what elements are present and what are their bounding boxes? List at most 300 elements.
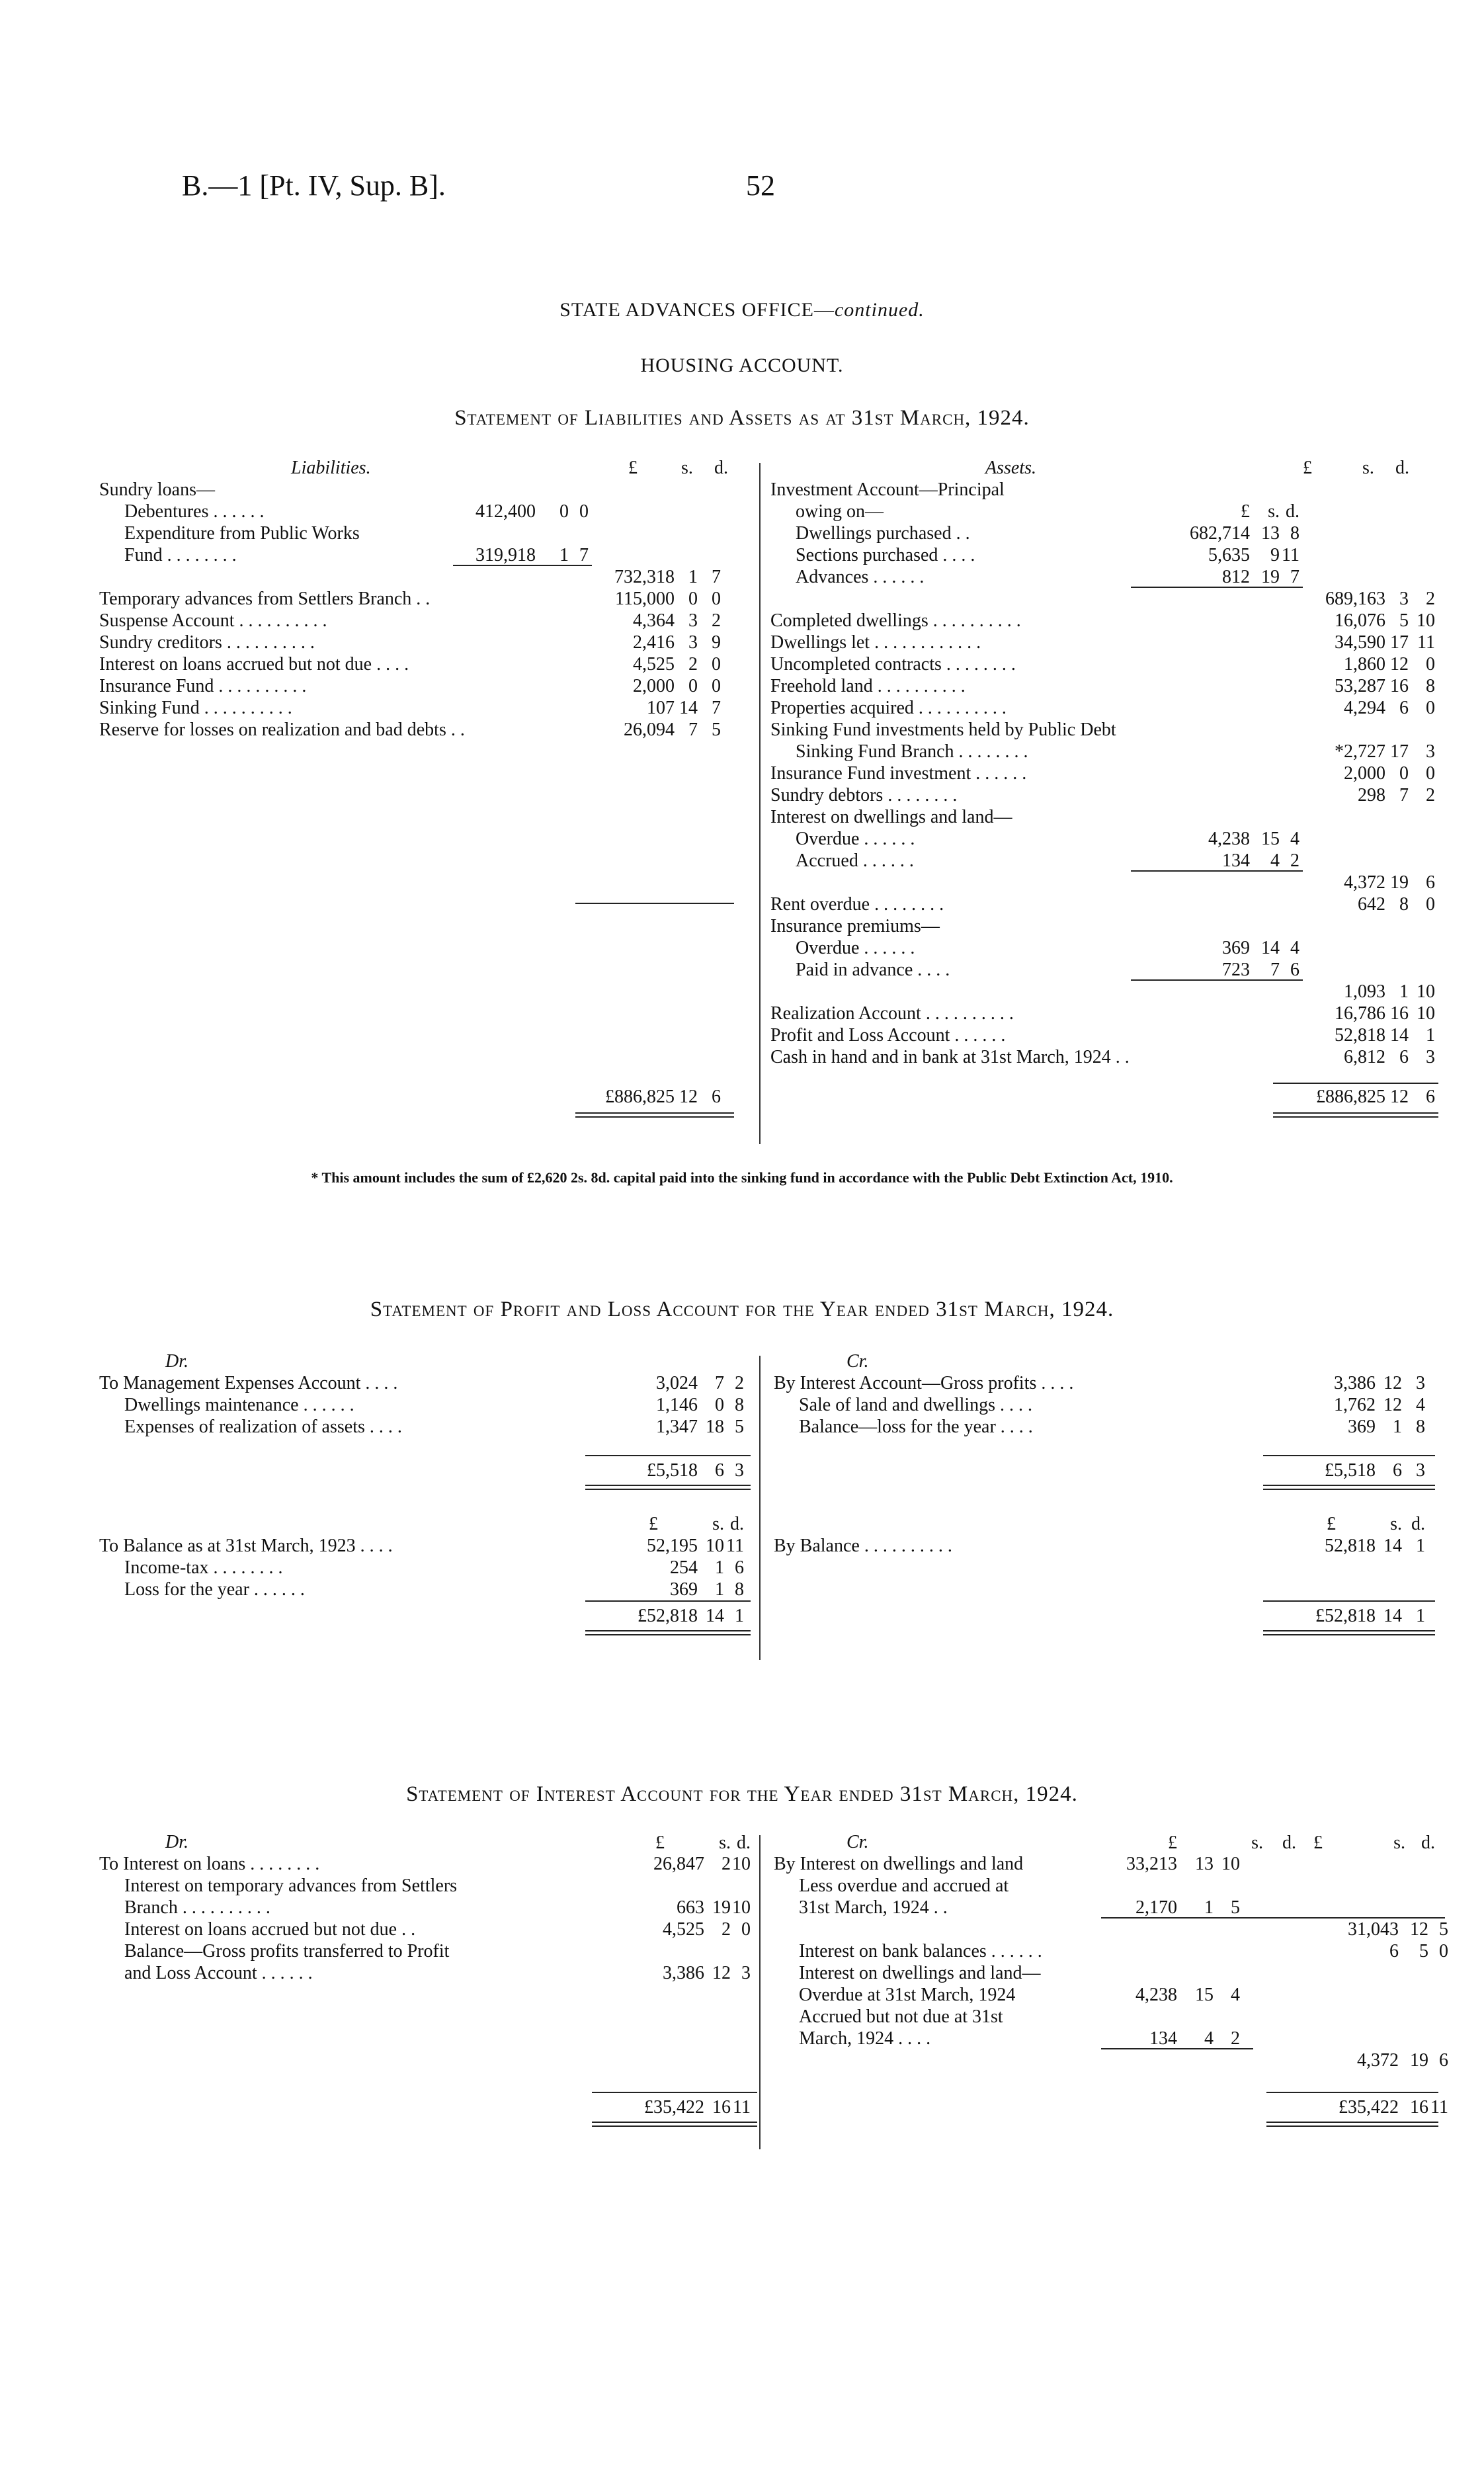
pounds: 254	[670, 1557, 698, 1578]
col-inner-pound: £	[1168, 1833, 1177, 1853]
ledger-row	[99, 1394, 754, 1416]
row-label: owing on—	[796, 501, 884, 522]
inner-pounds: 723	[1222, 960, 1250, 980]
ledger-row	[770, 784, 1438, 806]
int-dr-label: Dr.	[165, 1832, 189, 1852]
pounds: 2,416	[633, 632, 675, 653]
row-label: Temporary advances from Settlers Branch . .	[99, 589, 431, 609]
shillings: 14	[1390, 1025, 1409, 1046]
inner-pence: 10	[1221, 1854, 1240, 1874]
ledger-row	[774, 1962, 1442, 1984]
total-shillings: 16	[1410, 2097, 1428, 2118]
col-s: s.	[1393, 1833, 1405, 1853]
ledger-row	[99, 501, 754, 522]
row-label: By Interest Account—Gross profits . . . .	[774, 1373, 1074, 1393]
ledger-row	[774, 1535, 1428, 1557]
pounds: 115,000	[615, 589, 675, 609]
ledger-row	[770, 893, 1438, 915]
row-label: Investment Account—Principal	[770, 479, 1005, 500]
pounds: 1,093	[1344, 981, 1385, 1002]
row-label: Reserve for losses on realization and bad debts . .	[99, 720, 465, 740]
total-row	[99, 1086, 754, 1108]
pounds: 31,043	[1348, 1919, 1399, 1940]
ledger-row	[770, 872, 1438, 893]
ledger-row	[774, 2049, 1448, 2071]
interest-divider	[759, 1835, 761, 2149]
inner-shillings: 19	[1261, 567, 1280, 587]
page-number: 52	[746, 169, 775, 202]
ledger-row	[99, 1557, 754, 1579]
pl-col-headers	[99, 1513, 754, 1535]
pence: 0	[1426, 654, 1435, 675]
ledger-row	[774, 1897, 1442, 1919]
row-label: Branch . . . . . . . . . .	[124, 1897, 270, 1918]
inner-shillings: 15	[1195, 1985, 1214, 2005]
ledger-row	[770, 653, 1438, 675]
ledger-row	[770, 479, 1438, 501]
shillings: 7	[688, 720, 698, 740]
balance-footnote: * This amount includes the sum of £2,620 2s. 8d. capital paid into the sinking fund in accordance with the Public Debt Extinction Act, 1910.	[311, 1169, 1173, 1186]
pence: 2	[1426, 785, 1435, 805]
liab-col-pound: £	[628, 458, 638, 478]
ledger-row	[99, 1875, 754, 1897]
ledger-row	[99, 632, 754, 653]
ledger-row	[99, 1853, 754, 1875]
inner-shillings: 15	[1261, 829, 1280, 849]
total-row	[774, 2096, 1448, 2118]
total-row	[770, 1086, 1438, 1108]
pounds: 732,318	[614, 567, 675, 587]
inner-pence: 7	[579, 545, 589, 565]
inner-shillings: 4	[1270, 850, 1280, 871]
pence: 9	[712, 632, 721, 653]
pounds: 369	[1348, 1417, 1376, 1437]
pence: 8	[1416, 1417, 1425, 1437]
col-pound: £	[1327, 1514, 1336, 1534]
ledger-row	[770, 763, 1438, 784]
col-pound: £	[1313, 1833, 1323, 1853]
inner-pence: 2	[1290, 850, 1299, 871]
ledger-row	[770, 697, 1438, 719]
shillings: 1	[715, 1579, 724, 1600]
shillings: 7	[715, 1373, 724, 1393]
pounds: 1,146	[656, 1395, 698, 1415]
ledger-row	[99, 588, 754, 610]
pl-cb-drule	[1263, 1630, 1435, 1635]
ledger-row	[99, 566, 754, 588]
liab-total-rule-top	[575, 903, 734, 904]
pounds: 4,525	[663, 1919, 704, 1940]
pence: 11	[726, 1536, 744, 1556]
pence: 0	[1426, 698, 1435, 718]
total-pounds: £35,422	[1339, 2097, 1399, 2118]
row-label: Suspense Account . . . . . . . . . .	[99, 610, 327, 631]
pounds: 52,818	[1335, 1025, 1385, 1046]
row-label: By Interest on dwellings and land	[774, 1854, 1024, 1874]
inner-pence: d.	[1286, 501, 1299, 522]
row-label: Freehold land . . . . . . . . . .	[770, 676, 966, 696]
pence: 0	[712, 654, 721, 675]
pounds: 4,372	[1344, 872, 1385, 893]
pence: 3	[1426, 1047, 1435, 1067]
int-cr-total-rule	[1266, 2092, 1438, 2093]
pounds: 663	[677, 1897, 704, 1918]
pence: 10	[732, 1897, 751, 1918]
pounds: 1,860	[1344, 654, 1385, 675]
row-label: Cash in hand and in bank at 31st March, 1924 . .	[770, 1047, 1130, 1067]
row-label: Accrued . . . . . .	[796, 850, 914, 871]
ledger-row	[770, 1046, 1438, 1068]
total-pence: 3	[735, 1460, 744, 1481]
ledger-row	[99, 719, 754, 741]
pence: 10	[1417, 610, 1435, 631]
inner-pounds: 134	[1149, 2028, 1177, 2049]
ledger-row	[770, 959, 1438, 981]
row-label: To Interest on loans . . . . . . . .	[99, 1854, 320, 1874]
account-title: HOUSING ACCOUNT.	[640, 354, 844, 376]
ledger-row	[770, 610, 1438, 632]
pl-ca-drule	[1263, 1485, 1435, 1490]
pounds: *2,727	[1335, 741, 1385, 762]
ledger-row	[770, 915, 1438, 937]
ledger-row	[774, 1394, 1428, 1416]
pence: 0	[712, 589, 721, 609]
shillings: 5	[1399, 610, 1409, 631]
assets-inv-rule	[1131, 587, 1303, 588]
shillings: 2	[721, 1854, 731, 1874]
inner-shillings: 1	[559, 545, 569, 565]
ledger-row	[770, 544, 1438, 566]
inner-pounds: 2,170	[1135, 1897, 1177, 1918]
col-inner-d: d.	[1282, 1833, 1296, 1853]
total-row	[99, 1605, 754, 1627]
pence: 10	[1417, 1003, 1435, 1024]
ledger-row	[99, 1579, 754, 1600]
pence: 1	[1426, 1025, 1435, 1046]
pl-ca-rule	[1263, 1455, 1435, 1456]
total-pence: 11	[1430, 2097, 1448, 2118]
inner-shillings: s.	[1268, 501, 1280, 522]
interest-title: Statement of Interest Account for the Year ended 31st March, 1924.	[406, 1782, 1078, 1806]
assets-int-rule	[1131, 870, 1303, 872]
row-label: Advances . . . . . .	[796, 567, 925, 587]
shillings: 14	[679, 698, 698, 718]
row-label: Properties acquired . . . . . . . . . .	[770, 698, 1007, 718]
shillings: 16	[1390, 1003, 1409, 1024]
inner-pounds: 319,918	[475, 545, 536, 565]
pounds: 1,347	[656, 1417, 698, 1437]
total-shillings: 12	[1390, 1087, 1409, 1107]
liabilities-heading: Liabilities.	[291, 458, 371, 478]
shillings: 2	[721, 1919, 731, 1940]
row-label: Overdue . . . . . .	[796, 829, 915, 849]
pounds: 6,812	[1344, 1047, 1385, 1067]
row-label: Sale of land and dwellings . . . .	[799, 1395, 1033, 1415]
total-shillings: 6	[715, 1460, 724, 1481]
inner-pounds: 412,400	[475, 501, 536, 522]
row-label: Sundry debtors . . . . . . . .	[770, 785, 958, 805]
row-label: To Management Expenses Account . . . .	[99, 1373, 398, 1393]
ledger-row	[770, 632, 1438, 653]
shillings: 12	[712, 1963, 731, 1983]
pl-cb-rule	[1263, 1600, 1435, 1602]
assets-total-rule-bottom	[1273, 1112, 1438, 1118]
assets-col-pound: £	[1303, 458, 1312, 478]
row-label: Interest on loans accrued but not due . .	[124, 1919, 416, 1940]
inner-pence: 4	[1290, 829, 1299, 849]
pounds: 3,024	[656, 1373, 698, 1393]
pounds: 689,163	[1325, 589, 1385, 609]
ledger-row	[774, 1940, 1448, 1962]
inner-pounds: 682,714	[1190, 523, 1250, 544]
int-dr-col-headers	[99, 1832, 754, 1854]
row-label: To Balance as at 31st March, 1923 . . . .	[99, 1536, 393, 1556]
pence: 8	[735, 1579, 744, 1600]
col-d: d.	[737, 1833, 751, 1853]
shillings: 0	[688, 589, 698, 609]
ledger-row	[99, 1919, 754, 1940]
report-code: B.—1 [Pt. IV, Sup. B].	[182, 169, 446, 202]
total-pounds: £35,422	[644, 2097, 704, 2118]
total-row	[774, 1605, 1428, 1627]
shillings: 12	[1410, 1919, 1428, 1940]
shillings: 17	[1390, 632, 1409, 653]
balance-divider	[759, 463, 761, 1144]
shillings: 1	[688, 567, 698, 587]
shillings: 0	[715, 1395, 724, 1415]
shillings: 14	[1383, 1536, 1402, 1556]
pence: 10	[732, 1854, 751, 1874]
ledger-row	[770, 806, 1438, 828]
liab-col-d: d.	[714, 458, 728, 478]
row-label: Expenditure from Public Works	[124, 523, 360, 544]
ledger-row	[770, 741, 1438, 763]
col-s: s.	[719, 1833, 731, 1853]
shillings: 3	[1399, 589, 1409, 609]
ledger-row	[774, 1853, 1442, 1875]
row-label: Sinking Fund investments held by Public Debt	[770, 720, 1116, 740]
ledger-row	[774, 1372, 1428, 1394]
assets-prem-rule	[1131, 979, 1303, 981]
row-label: Rent overdue . . . . . . . .	[770, 894, 944, 915]
ledger-row	[99, 653, 754, 675]
int-dr-drule	[592, 2122, 757, 2127]
row-label: Sundry loans—	[99, 479, 215, 500]
total-pounds: £886,825	[1316, 1087, 1385, 1107]
pounds: 26,094	[624, 720, 675, 740]
row-label: Interest on loans accrued but not due . . . .	[99, 654, 409, 675]
inner-pence: 7	[1290, 567, 1299, 587]
pl-divider	[759, 1356, 761, 1660]
ledger-row	[99, 1535, 754, 1557]
row-label: Debentures . . . . . .	[124, 501, 265, 522]
total-shillings: 16	[712, 2097, 731, 2118]
shillings: 3	[688, 610, 698, 631]
row-label: Profit and Loss Account . . . . . .	[770, 1025, 1006, 1046]
inner-pounds: 33,213	[1126, 1854, 1177, 1874]
pounds: 4,294	[1344, 698, 1385, 718]
inner-shillings: 7	[1270, 960, 1280, 980]
ledger-row	[774, 1919, 1448, 1940]
assets-col-d: d.	[1395, 458, 1409, 478]
row-label: Sundry creditors . . . . . . . . . .	[99, 632, 315, 653]
shillings: 6	[1399, 1047, 1409, 1067]
ledger-row	[99, 675, 754, 697]
pence: 5	[712, 720, 721, 740]
shillings: 6	[1399, 698, 1409, 718]
pence: 5	[1439, 1919, 1448, 1940]
total-shillings: 14	[706, 1606, 724, 1626]
total-pounds: £52,818	[638, 1606, 698, 1626]
row-label: Overdue . . . . . .	[796, 938, 915, 958]
ledger-row	[774, 1875, 1442, 1897]
pence: 7	[712, 698, 721, 718]
pence: 2	[1426, 589, 1435, 609]
row-label: Realization Account . . . . . . . . . .	[770, 1003, 1014, 1024]
row-label: Dwellings maintenance . . . . . .	[124, 1395, 354, 1415]
ledger-row	[774, 2006, 1442, 2028]
total-shillings: 6	[1393, 1460, 1402, 1481]
pence: 1	[1416, 1536, 1425, 1556]
row-label: Insurance premiums—	[770, 916, 940, 936]
int-cr-sub-rule	[1101, 1917, 1445, 1919]
inner-shillings: 4	[1204, 2028, 1214, 2049]
ledger-row	[99, 479, 754, 501]
total-pounds: £5,518	[647, 1460, 698, 1481]
total-pounds: £52,818	[1315, 1606, 1376, 1626]
pounds: 3,386	[1334, 1373, 1376, 1393]
pl-col-headers	[774, 1513, 1428, 1535]
shillings: 0	[688, 676, 698, 696]
row-label: Sinking Fund Branch . . . . . . . .	[796, 741, 1028, 762]
shillings: 8	[1399, 894, 1409, 915]
row-label: Income-tax . . . . . . . .	[124, 1557, 283, 1578]
inner-pence: 4	[1290, 938, 1299, 958]
office-title-cont: continued.	[834, 299, 925, 321]
pounds: 34,590	[1335, 632, 1385, 653]
col-pound: £	[655, 1833, 665, 1853]
pounds: 1,762	[1334, 1395, 1376, 1415]
row-label: Expenses of realization of assets . . . .	[124, 1417, 402, 1437]
pence: 10	[1417, 981, 1435, 1002]
ledger-row	[774, 2028, 1442, 2049]
assets-col-s: s.	[1362, 458, 1374, 478]
inner-shillings: 1	[1204, 1897, 1214, 1918]
col-s: s.	[1390, 1514, 1402, 1534]
ledger-row	[770, 566, 1438, 588]
inner-pence: 8	[1290, 523, 1299, 544]
inner-shillings: 0	[559, 501, 569, 522]
ledger-row	[770, 588, 1438, 610]
ledger-row	[99, 610, 754, 632]
inner-pounds: 369	[1222, 938, 1250, 958]
shillings: 0	[1399, 763, 1409, 784]
row-label: Interest on dwellings and land—	[799, 1963, 1041, 1983]
int-cr-sub-rule-2	[1101, 2048, 1253, 2049]
inner-pence: 4	[1231, 1985, 1240, 2005]
ledger-row	[99, 1962, 754, 1984]
pence: 0	[1426, 763, 1435, 784]
row-label: Paid in advance . . . .	[796, 960, 950, 980]
col-d: d.	[730, 1514, 744, 1534]
pence: 7	[712, 567, 721, 587]
row-label: Sections purchased . . . .	[796, 545, 975, 565]
ledger-row	[770, 719, 1438, 741]
pounds: 4,525	[633, 654, 675, 675]
pence: 5	[735, 1417, 744, 1437]
pounds: 16,076	[1335, 610, 1385, 631]
pence: 3	[741, 1963, 751, 1983]
ledger-row	[99, 522, 754, 544]
row-label: Balance—Gross profits transferred to Profit	[124, 1941, 450, 1961]
total-pence: 11	[733, 2097, 751, 2118]
total-shillings: 12	[679, 1087, 698, 1107]
inner-shillings: 13	[1261, 523, 1280, 544]
pl-db-rule	[585, 1600, 751, 1602]
pounds: 4,364	[633, 610, 675, 631]
shillings: 1	[1399, 981, 1409, 1002]
pounds: 2,000	[633, 676, 675, 696]
col-d: d.	[1421, 1833, 1435, 1853]
pl-da-drule	[585, 1485, 751, 1490]
office-title	[0, 299, 1484, 321]
row-label: Loss for the year . . . . . .	[124, 1579, 305, 1600]
pence: 2	[735, 1373, 744, 1393]
row-label: Fund . . . . . . . .	[124, 545, 237, 565]
col-s: s.	[712, 1514, 724, 1534]
pounds: 298	[1358, 785, 1385, 805]
shillings: 5	[1419, 1941, 1428, 1961]
pounds: 6	[1389, 1941, 1399, 1961]
row-label: Interest on dwellings and land—	[770, 807, 1012, 827]
pence: 0	[741, 1919, 751, 1940]
row-label: By Balance . . . . . . . . . .	[774, 1536, 952, 1556]
pounds: 52,818	[1325, 1536, 1376, 1556]
inner-pounds: 4,238	[1208, 829, 1250, 849]
pence: 0	[1426, 894, 1435, 915]
pl-db-drule	[585, 1630, 751, 1635]
ledger-row	[770, 675, 1438, 697]
inner-pounds: 812	[1222, 567, 1250, 587]
total-pence: 6	[1426, 1087, 1435, 1107]
pence: 3	[1416, 1373, 1425, 1393]
row-label: Uncompleted contracts . . . . . . . .	[770, 654, 1016, 675]
col-pound: £	[649, 1514, 658, 1534]
pounds: 4,372	[1357, 2050, 1399, 2071]
pence: 6	[1426, 872, 1435, 893]
shillings: 18	[706, 1417, 724, 1437]
row-label: Sinking Fund . . . . . . . . . .	[99, 698, 292, 718]
inner-shillings: 13	[1195, 1854, 1214, 1874]
profit-loss-title: Statement of Profit and Loss Account for the Year ended 31st March, 1924.	[370, 1298, 1114, 1321]
pence: 3	[1426, 741, 1435, 762]
shillings: 19	[1390, 872, 1409, 893]
ledger-row	[99, 1416, 754, 1438]
pence: 4	[1416, 1395, 1425, 1415]
pence: 6	[735, 1557, 744, 1578]
shillings: 16	[1390, 676, 1409, 696]
pence: 0	[712, 676, 721, 696]
total-row	[99, 2096, 754, 2118]
inner-pounds: £	[1241, 501, 1250, 522]
inner-pounds: 5,635	[1208, 545, 1250, 565]
shillings: 3	[688, 632, 698, 653]
pence: 2	[712, 610, 721, 631]
assets-total-rule-top	[1273, 1083, 1438, 1084]
total-pounds: £5,518	[1325, 1460, 1376, 1481]
inner-pence: 11	[1282, 545, 1299, 565]
pl-da-rule	[585, 1455, 751, 1456]
